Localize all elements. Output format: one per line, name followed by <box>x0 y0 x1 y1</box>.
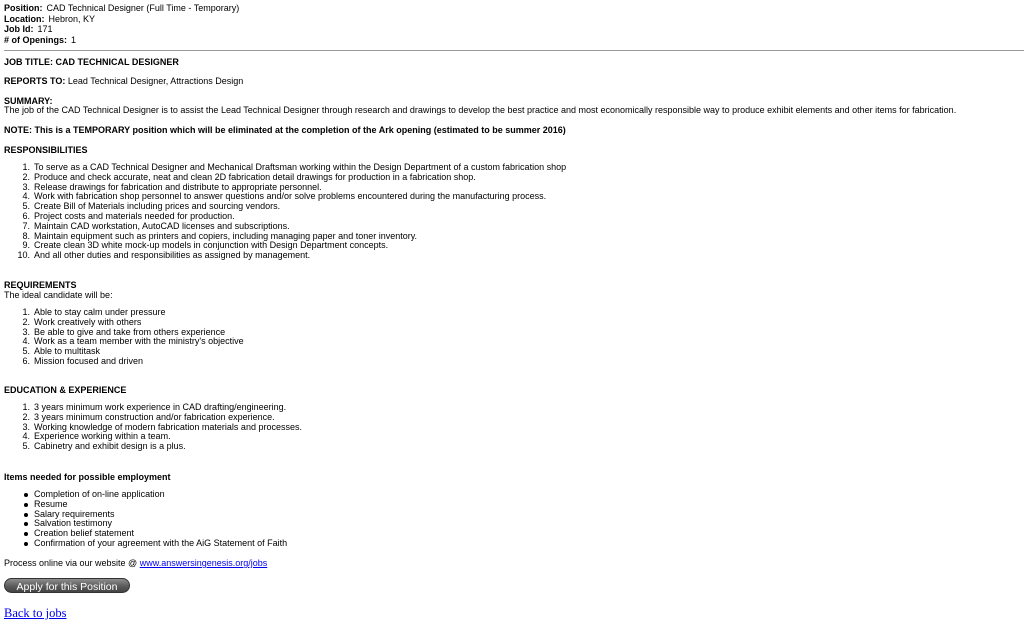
list-item: 4. Work as a team member with the ministry's objective <box>22 336 244 347</box>
list-item: 6. Project costs and materials needed for production. <box>22 210 235 221</box>
openings-value: 1 <box>71 34 77 45</box>
requirements-heading: REQUIREMENTS <box>4 280 77 290</box>
requirements-list <box>4 308 1004 367</box>
items-needed-heading: Items needed for possible employment <box>4 472 171 482</box>
list-item: 1. 3 years minimum work experience in CAD drafting/engineering. <box>22 402 287 412</box>
list-item: Salary requirements <box>4 510 1004 520</box>
bullet-icon <box>24 493 28 497</box>
apply-button[interactable]: Apply for this Position <box>4 578 130 593</box>
position-value: CAD Technical Designer (Full Time - Temporary) <box>46 3 240 13</box>
reports-to-label: REPORTS TO: <box>4 76 66 86</box>
openings-label: # of Openings: <box>4 34 67 45</box>
job-id-label: Job Id: <box>4 24 34 34</box>
list-item: 3. Be able to give and take from others experience <box>22 326 226 337</box>
list-item: 4. Experience working within a team. <box>22 431 171 442</box>
reports-to-value: Lead Technical Designer, Attractions Design <box>67 76 244 86</box>
list-item: 10. And all other duties and responsibilities as assigned by management. <box>17 250 311 261</box>
responsibilities-heading: RESPONSIBILITIES <box>4 145 88 155</box>
bullet-icon <box>24 542 28 546</box>
list-item: 4. Work with fabrication shop personnel to answer questions and/or solve problems encountered during the manufacturing process. <box>22 191 547 202</box>
bullet-icon <box>24 513 28 517</box>
position-row <box>4 3 1020 14</box>
list-item: 8. Maintain equipment such as printers and copiers, including managing paper and toner inventory. <box>22 230 418 241</box>
list-item: 1. To serve as a CAD Technical Designer and Mechanical Draftsman working within the Design Department of a custom fabrication shop <box>22 162 567 172</box>
list-item: 2. Work creatively with others <box>22 316 142 327</box>
list-item: 5. Cabinetry and exhibit design is a plus. <box>22 441 186 452</box>
items-needed-list <box>4 490 1004 549</box>
summary-text: The job of the CAD Technical Designer is to assist the Lead Technical Designer through research and drawings to develop the best practice and most economically responsible way to produce exhibit elements and other items for fabrication. <box>4 105 957 115</box>
list-item: 1. Able to stay calm under pressure <box>22 307 166 317</box>
bullet-icon <box>24 522 28 526</box>
education-heading: EDUCATION & EXPERIENCE <box>4 385 127 395</box>
list-item: Resume <box>4 500 1004 510</box>
list-item: Creation belief statement <box>4 529 1004 539</box>
list-item: 9. Create clean 3D white mock-up models in conjunction with Design Department concepts. <box>22 240 389 251</box>
requirements-intro: The ideal candidate will be: <box>4 290 113 300</box>
job-posting-page <box>4 3 1020 620</box>
location-row <box>4 14 1020 25</box>
reports-to <box>4 76 243 86</box>
list-item: 2. Produce and check accurate, neat and clean 2D fabrication detail drawings for production in a fabrication shop. <box>22 171 476 182</box>
list-item: Salvation testimony <box>4 519 1004 529</box>
job-meta <box>4 3 1020 45</box>
responsibilities-list <box>4 163 1004 261</box>
job-id-value: 171 <box>37 24 53 34</box>
bullet-icon <box>24 503 28 507</box>
list-item: 3. Working knowledge of modern fabrication materials and processes. <box>22 421 302 432</box>
list-item: Confirmation of your agreement with the AiG Statement of Faith <box>4 539 1004 549</box>
list-item: 7. Maintain CAD workstation, AutoCAD licenses and subscriptions. <box>22 220 290 231</box>
header-divider <box>4 50 1024 51</box>
list-item: 3. Release drawings for fabrication and distribute to appropriate personnel. <box>22 181 322 192</box>
list-item: Completion of on-line application <box>4 490 1004 500</box>
location-label: Location: <box>4 13 45 24</box>
back-to-jobs-link[interactable]: Back to jobs <box>4 606 67 620</box>
jobs-website-link[interactable]: www.answersingenesis.org/jobs <box>139 558 268 568</box>
list-item: 6. Mission focused and driven <box>22 355 144 366</box>
position-label: Position: <box>4 3 43 13</box>
education-list <box>4 403 1004 452</box>
job-id-row <box>4 24 1020 35</box>
list-item: 2. 3 years minimum construction and/or fabrication experience. <box>22 411 275 422</box>
process-online <box>4 558 267 568</box>
temporary-note: NOTE: This is a TEMPORARY position which will be eliminated at the completion of the Ark opening (estimated to be summer 2016) <box>4 125 566 135</box>
openings-row <box>4 35 1020 46</box>
bullet-icon <box>24 532 28 536</box>
list-item: 5. Able to multitask <box>22 346 101 357</box>
summary-heading: SUMMARY: <box>4 96 53 106</box>
location-value: Hebron, KY <box>48 13 96 24</box>
list-item: 5. Create Bill of Materials including prices and sourcing vendors. <box>22 201 281 212</box>
job-title: JOB TITLE: CAD TECHNICAL DESIGNER <box>4 57 179 67</box>
process-online-text: Process online via our website @ <box>4 558 138 568</box>
